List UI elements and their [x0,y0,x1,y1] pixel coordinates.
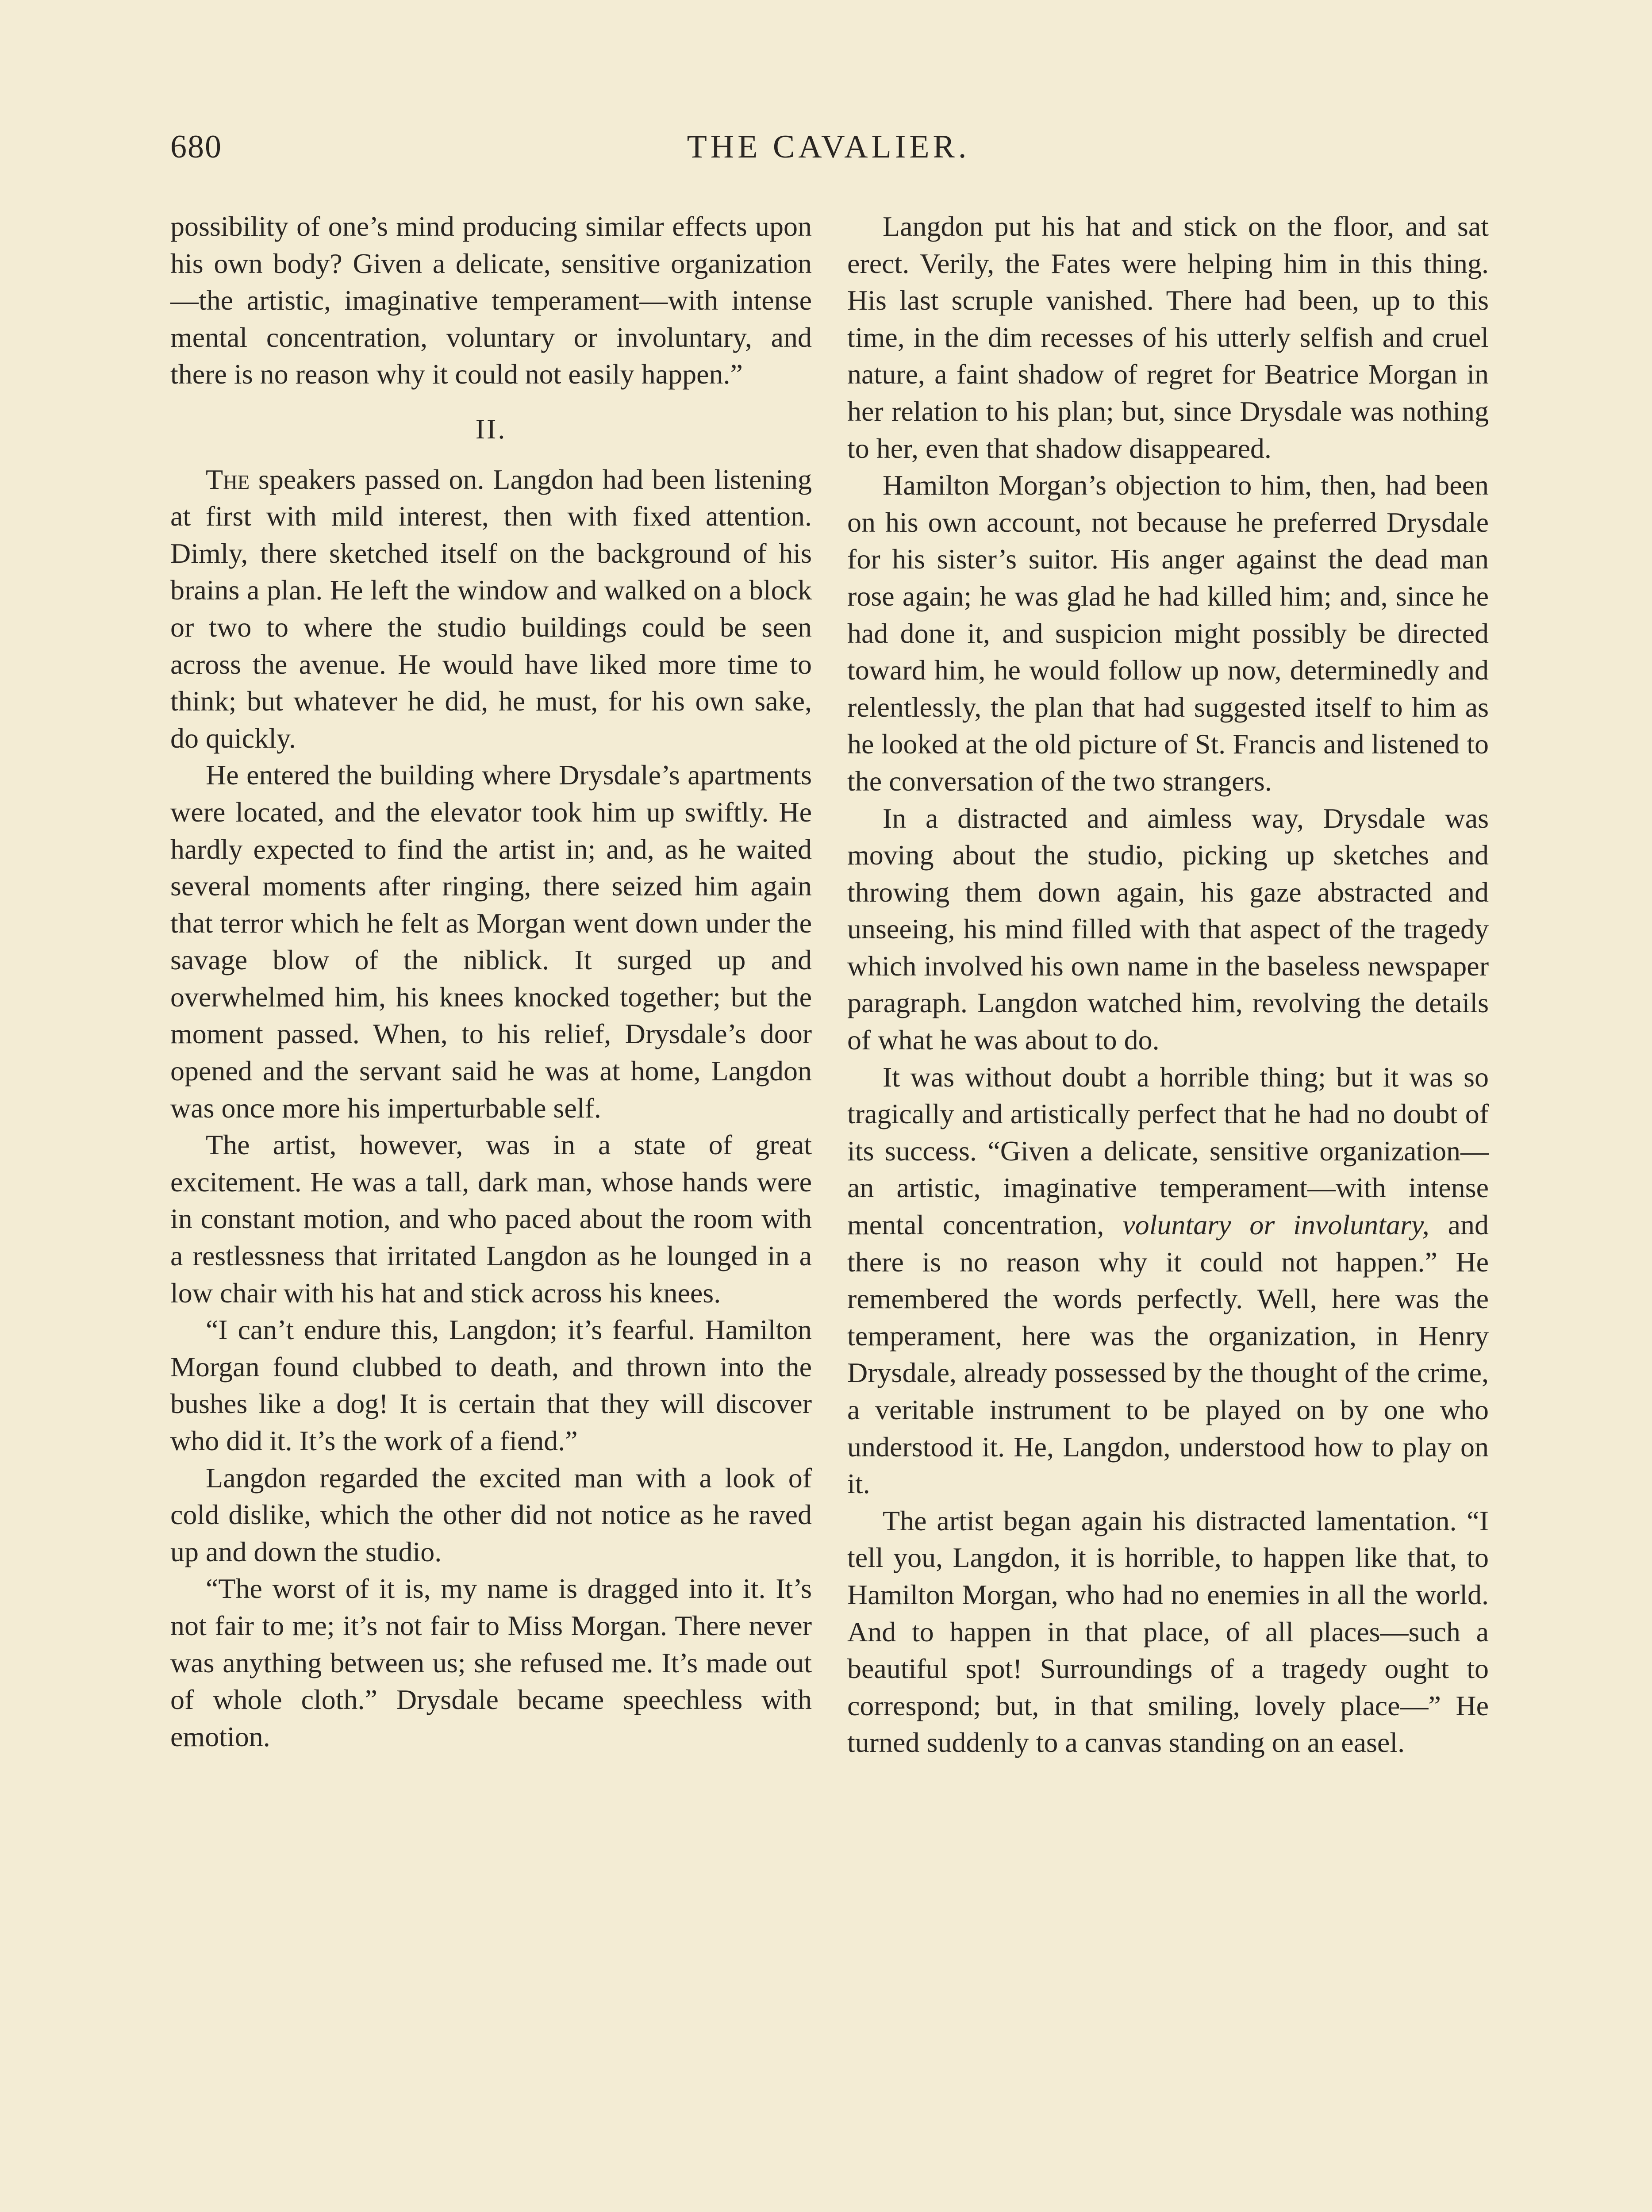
paragraph: Hamilton Morgan’s objection to him, then, had been on his own account, not because he preferred Drysdale for his sister’s suitor. His anger against the dead man rose again; he was glad he had killed him; and, since he had done it, and suspicion might possibly be directed toward him, he would follow up now, determinedly and relentlessly, the plan that had suggested itself to him as he looked at the old picture of St. Francis and listened to the conversation of the two strangers. [847,469,1489,797]
paragraph: The artist began again his distracted lamentation. “I tell you, Langdon, it is horrible, to happen like that, to Hamilton Morgan, who had no enemies in all the world. And to happen in that place, of all places—such a beautiful spot! Surroundings of a tragedy ought to correspond; but, in that smiling, lovely place—” He turned suddenly to a canvas standing on an easel. [847,1505,1489,1759]
paragraph: The artist, however, was in a state of great excitement. He was a tall, dark man, whose hands were in constant motion, and who paced about the room with a restlessness that irritated Langdon as he lounged in a low chair with his hat and stick across his knees. [170,1129,812,1309]
section-lead-word: The [206,463,250,495]
paragraph [170,461,812,757]
italic-phrase: voluntary or involuntary, [1122,1209,1429,1241]
paragraph: In a distracted and aimless way, Drysdale was moving about the studio, picking up sketches and throwing them down again, his gaze abstracted and unseeing, his mind filled with that aspect of the tragedy which involved his own name in the baseless newspaper paragraph. Langdon watched him, revolving the details of what he was about to do. [847,802,1489,1056]
quote-text-continued: and there is no reason why it could not happen.” He remembered the words perfectly. Well, here was the temperament, here was the organization, in Henry Drysdale, already possessed by the thought of the crime, a veritable instrument to be played on by one who understood it. He, Langdon, understood how to play on it. [847,1209,1489,1500]
page-header [170,128,1487,181]
running-title: THE CAVALIER. [687,129,970,165]
paragraph: Langdon put his hat and stick on the floor, and sat erect. Verily, the Fates were helping him in this thing. His last scruple vanished. There had been, up to this time, in the dim recesses of his utterly selfish and cruel nature, a faint shadow of regret for Beatrice Morgan in her relation to his plan; but, since Drysdale was nothing to her, even that shadow disappeared. [847,211,1489,464]
paragraph: “The worst of it is, my name is dragged into it. It’s not fair to me; it’s not fair to Miss Morgan. There never was anything between us; she refused me. It’s made out of whole cloth.” Drysdale became speechless with emotion. [170,1573,812,1752]
paragraph: Langdon regarded the excited man with a look of cold dislike, which the other did not notice as he raved up and down the studio. [170,1462,812,1567]
paragraph: He entered the building where Drysdale’s apartments were located, and the elevator took him up swiftly. He hardly expected to find the artist in; and, as he waited several moments after ringing, there seized him again that terror which he felt as Morgan went down under the savage blow of the niblick. It surged up and overwhelmed him, his knees knocked together; but the moment passed. When, to his relief, Drysdale’s door opened and the servant said he was at home, Langdon was once more his imperturbable self. [170,759,812,1124]
page-number: 680 [170,129,222,165]
paragraph: possibility of one’s mind producing similar effects upon his own body? Given a delicate, sensitive organization—the artistic, imaginative temperament—with intense mental concentration, voluntary or involuntary, and there is no reason why it could not easily happen.” [170,211,812,390]
left-column [170,208,812,1755]
section-heading: II. [475,413,507,445]
paragraph [847,1059,1489,1502]
quote-text: It was without doubt a horrible thing; but it was so tragically and artistically perfect that he had no doubt of its success. “Given a delicate, sensitive organization—an artistic, imaginative temperament—with intense mental concentration, [847,1061,1489,1241]
right-column [847,208,1489,1761]
section-first-text: speakers passed on. Langdon had been listening at first with mild interest, then with fixed attention. Dimly, there sketched itself on the background of his brains a plan. He left the window and walked on a block or two to where the studio buildings could be seen across the avenue. He would have liked more time to think; but whatever he did, he must, for his own sake, do quickly. [170,463,812,754]
paragraph: “I can’t endure this, Langdon; it’s fearful. Hamilton Morgan found clubbed to death, and thrown into the bushes like a dog! It is certain that they will discover who did it. It’s the work of a fiend.” [170,1314,812,1456]
